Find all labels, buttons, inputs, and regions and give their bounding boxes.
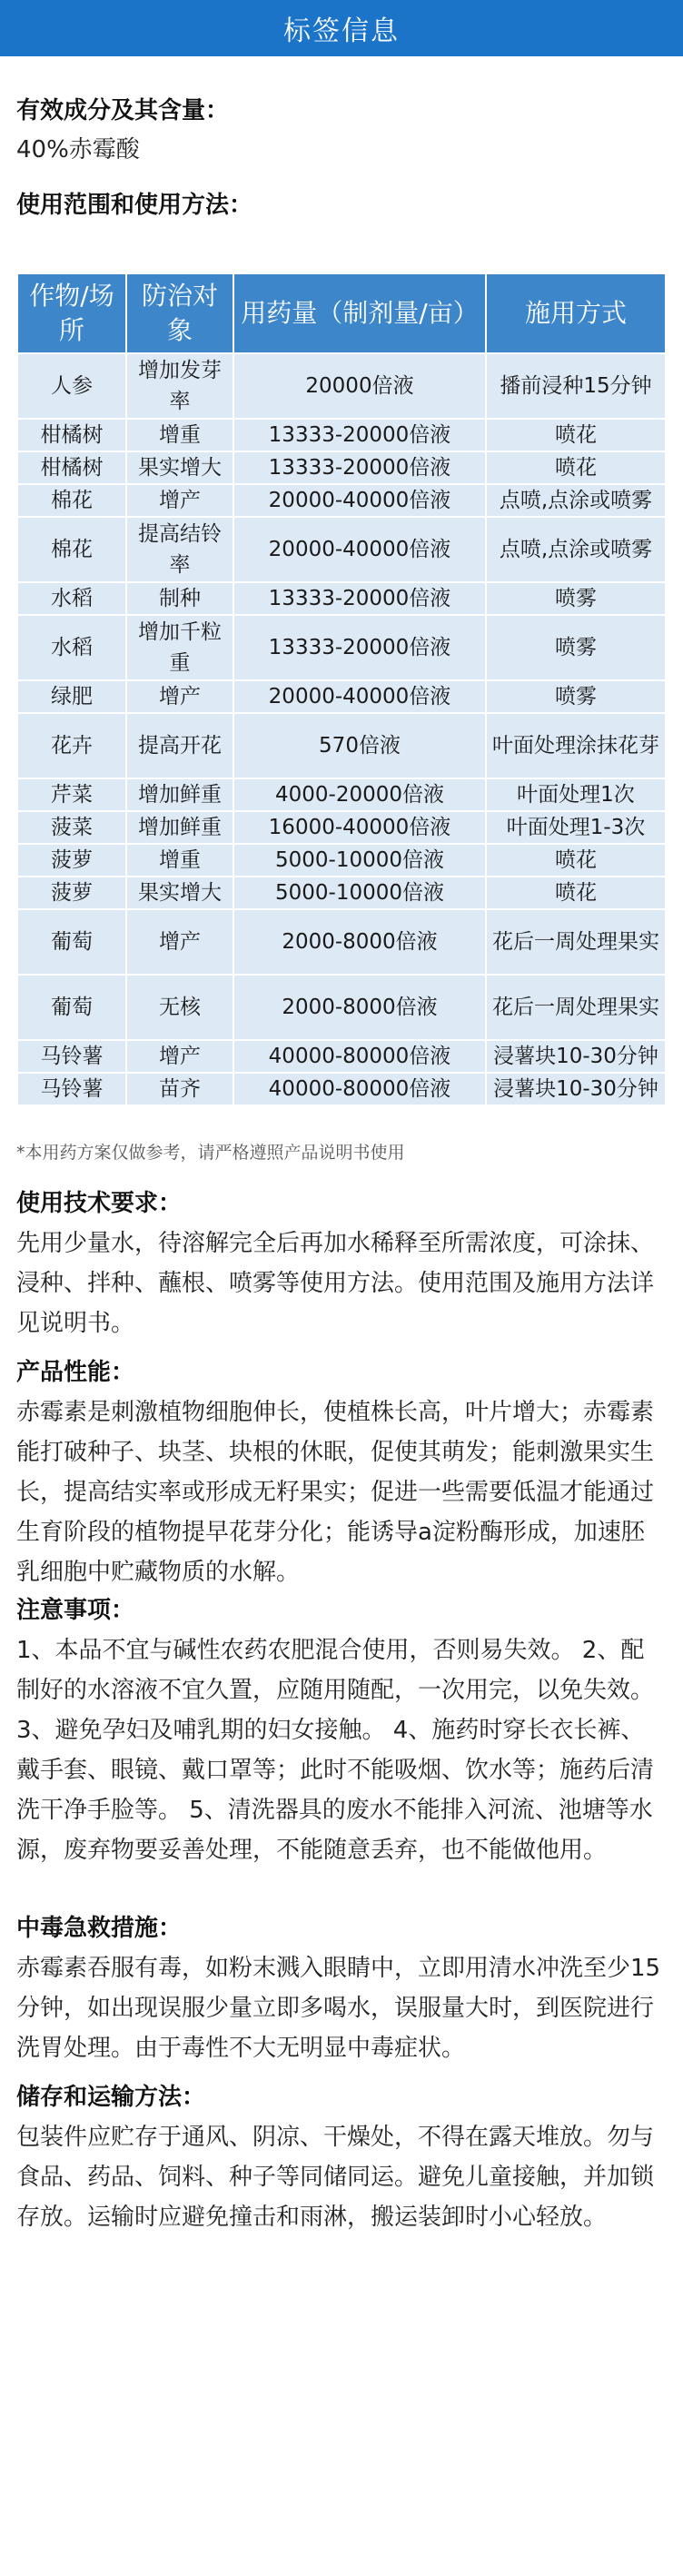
cell-dosage: 5000-10000倍液 [234, 845, 485, 876]
cell-method: 喷雾 [487, 616, 665, 679]
cell-crop: 芹菜 [18, 779, 125, 810]
table-row [18, 616, 665, 679]
usage-title: 使用范围和使用方法： [16, 192, 253, 219]
cell-method: 喷雾 [487, 681, 665, 712]
col-header-method: 施用方式 [487, 274, 665, 352]
cell-target: 增产 [127, 1041, 233, 1072]
precautions-text: 1、本品不宜与碱性农药农肥混合使用，否则易失效。 2、配制好的水溶液不宜久置，应随用随配，一次用完，以免失效。 3、避免孕妇及哺乳期的妇女接触。 4、施药时穿长衣长裤、戴手套、眼镜、戴口罩等；此时不能吸烟、饮水等；施药后清洗干净手脸等。 5、清洗器具的废水不能排入河流、池塘等水源，废弃物要妥善处理，不能随意丢弃，也不能做他用。 [16, 1637, 655, 1864]
performance-section [16, 1356, 667, 1592]
cell-method: 叶面处理涂抹花芽 [487, 714, 665, 778]
table-row [18, 779, 665, 810]
usage-table [16, 272, 667, 1106]
cell-target: 增产 [127, 910, 233, 974]
cell-method: 叶面处理1次 [487, 779, 665, 810]
performance-title: 产品性能： [16, 1359, 135, 1386]
table-row [18, 976, 665, 1039]
table-row [18, 420, 665, 451]
storage-text: 包装件应贮存于通风、阴凉、干燥处，不得在露天堆放。勿与食品、药品、饲料、种子等同储同运。避免儿童接触，并加锁存放。运输时应避免撞击和雨淋，搬运装卸时小心轻放。 [16, 2124, 655, 2231]
cell-dosage: 570倍液 [234, 714, 485, 778]
cell-dosage: 16000-40000倍液 [234, 812, 485, 843]
cell-dosage: 2000-8000倍液 [234, 910, 485, 974]
cell-dosage: 40000-80000倍液 [234, 1074, 485, 1105]
cell-target: 苗齐 [127, 1074, 233, 1105]
cell-crop: 菠萝 [18, 845, 125, 876]
header-title: 标签信息 [283, 15, 400, 47]
cell-crop: 葡萄 [18, 976, 125, 1039]
cell-method: 浸薯块10-30分钟 [487, 1074, 665, 1105]
cell-method: 浸薯块10-30分钟 [487, 1041, 665, 1072]
cell-method: 播前浸种15分钟 [487, 354, 665, 418]
cell-crop: 菠菜 [18, 812, 125, 843]
storage-title: 储存和运输方法： [16, 2084, 206, 2111]
table-row [18, 877, 665, 908]
cell-target: 果实增大 [127, 877, 233, 908]
cell-dosage: 20000-40000倍液 [234, 518, 485, 581]
cell-crop: 柑橘树 [18, 452, 125, 483]
table-row [18, 1074, 665, 1105]
precautions-title: 注意事项： [16, 1597, 135, 1624]
cell-method: 点喷,点涂或喷雾 [487, 518, 665, 581]
cell-dosage: 13333-20000倍液 [234, 452, 485, 483]
cell-dosage: 13333-20000倍液 [234, 420, 485, 451]
cell-crop: 棉花 [18, 485, 125, 516]
cell-crop: 马铃薯 [18, 1041, 125, 1072]
cell-target: 增重 [127, 420, 233, 451]
cell-dosage: 4000-20000倍液 [234, 779, 485, 810]
table-row [18, 681, 665, 712]
page-header [0, 0, 683, 56]
firstaid-title: 中毒急救措施： [16, 1915, 183, 1942]
cell-method: 喷花 [487, 845, 665, 876]
cell-method: 喷雾 [487, 583, 665, 614]
cell-crop: 花卉 [18, 714, 125, 778]
cell-target: 果实增大 [127, 452, 233, 483]
col-header-crop: 作物/场所 [18, 274, 125, 352]
precautions-section [16, 1594, 667, 1870]
performance-text: 赤霉素是刺激植物细胞伸长，使植株长高，叶片增大；赤霉素能打破种子、块茎、块根的休眠，促使其萌发；能刺激果实生长，提高结实率或形成无籽果实；促进一些需要低温才能通过生育阶段的植物提早花芽分化；能诱导a淀粉酶形成，加速胚乳细胞中贮藏物质的水解。 [16, 1399, 655, 1586]
cell-target: 增加发芽率 [127, 354, 233, 418]
cell-target: 增产 [127, 485, 233, 516]
cell-method: 花后一周处理果实 [487, 910, 665, 974]
table-row [18, 518, 665, 581]
cell-crop: 柑橘树 [18, 420, 125, 451]
table-footnote: *本用药方案仅做参考，请严格遵照产品说明书使用 [16, 1143, 405, 1163]
cell-target: 增产 [127, 681, 233, 712]
cell-target: 制种 [127, 583, 233, 614]
table-row [18, 1041, 665, 1072]
cell-dosage: 2000-8000倍液 [234, 976, 485, 1039]
cell-dosage: 20000倍液 [234, 354, 485, 418]
cell-method: 喷花 [487, 452, 665, 483]
cell-method: 叶面处理1-3次 [487, 812, 665, 843]
cell-target: 无核 [127, 976, 233, 1039]
cell-crop: 人参 [18, 354, 125, 418]
cell-target: 增加千粒重 [127, 616, 233, 679]
firstaid-section [16, 1912, 667, 2068]
ingredient-title: 有效成分及其含量： [16, 97, 230, 124]
cell-crop: 棉花 [18, 518, 125, 581]
cell-crop: 葡萄 [18, 910, 125, 974]
cell-method: 喷花 [487, 420, 665, 451]
table-row [18, 714, 665, 778]
cell-dosage: 13333-20000倍液 [234, 583, 485, 614]
usage-table-wrap [16, 272, 667, 1106]
table-row [18, 354, 665, 418]
table-row [18, 452, 665, 483]
cell-dosage: 40000-80000倍液 [234, 1041, 485, 1072]
cell-target: 增重 [127, 845, 233, 876]
table-row [18, 845, 665, 876]
cell-crop: 水稻 [18, 583, 125, 614]
cell-method: 花后一周处理果实 [487, 976, 665, 1039]
table-row [18, 485, 665, 516]
col-header-target: 防治对象 [127, 274, 233, 352]
technique-text: 先用少量水，待溶解完全后再加水稀释至所需浓度，可涂抹、浸种、拌种、蘸根、喷雾等使用方法。使用范围及施用方法详见说明书。 [16, 1230, 655, 1337]
ingredient-value: 40%赤霉酸 [16, 136, 140, 163]
cell-method: 喷花 [487, 877, 665, 908]
cell-dosage: 5000-10000倍液 [234, 877, 485, 908]
cell-target: 增加鲜重 [127, 779, 233, 810]
cell-dosage: 20000-40000倍液 [234, 681, 485, 712]
cell-target: 增加鲜重 [127, 812, 233, 843]
technique-title: 使用技术要求： [16, 1190, 183, 1217]
cell-target: 提高开花 [127, 714, 233, 778]
storage-section [16, 2081, 667, 2237]
technique-section [16, 1187, 667, 1343]
cell-crop: 马铃薯 [18, 1074, 125, 1105]
table-header-row [18, 274, 665, 352]
col-header-dosage: 用药量（制剂量/亩） [234, 274, 485, 352]
cell-method: 点喷,点涂或喷雾 [487, 485, 665, 516]
table-row [18, 583, 665, 614]
cell-crop: 绿肥 [18, 681, 125, 712]
cell-dosage: 20000-40000倍液 [234, 485, 485, 516]
table-row [18, 812, 665, 843]
table-row [18, 910, 665, 974]
cell-crop: 水稻 [18, 616, 125, 679]
firstaid-text: 赤霉素吞服有毒，如粉末溅入眼睛中，立即用清水冲洗至少15 分钟，如出现误服少量立即多喝水，误服量大时，到医院进行洗胃处理。由于毒性不大无明显中毒症状。 [16, 1955, 661, 2062]
cell-dosage: 13333-20000倍液 [234, 616, 485, 679]
cell-target: 提高结铃率 [127, 518, 233, 581]
cell-crop: 菠萝 [18, 877, 125, 908]
